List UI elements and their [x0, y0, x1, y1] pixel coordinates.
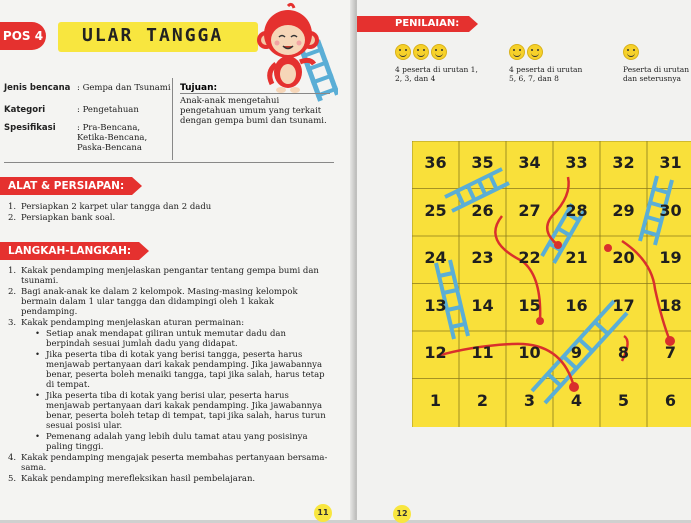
board-cell-number: 10 — [518, 343, 541, 362]
board-cell-number: 5 — [617, 390, 630, 410]
item-number: 1. — [8, 202, 17, 212]
rating-text — [509, 65, 582, 83]
board-cell-number: 36 — [424, 153, 447, 172]
smiley-icon — [413, 44, 429, 60]
rule-item: • Jika peserta tiba di kotak yang berisi ular, peserta harus menjawab pertanyaan dari kakak pendamping. Jika jawabannya benar, peserta boleh tetap di tempat, tapi jika salah, harus turun sesuai posisi ular. — [8, 391, 328, 431]
board-cell-number: 2 — [476, 390, 489, 410]
item-text: Persiapkan 2 karpet ular tangga dan 2 dadu — [21, 202, 212, 212]
board-cell-number: 34 — [518, 153, 541, 172]
smiley-icon — [623, 44, 639, 60]
rule-item: • Pemenang adalah yang lebih dulu tamat atau yang posisinya paling tinggi. — [8, 432, 328, 452]
tujuan-heading: Tujuan: — [180, 83, 218, 93]
rule-item: • Setiap anak mendapat giliran untuk memutar dadu dan berpindah sesuai jumlah dadu yang didapat. — [8, 329, 328, 349]
board-cell-number: 23 — [471, 248, 494, 267]
rating-line: Peserta di urutan — [623, 65, 690, 74]
pos-badge: POS 4 — [0, 22, 46, 50]
item-number: 3. — [8, 318, 17, 328]
alat-list — [8, 202, 328, 224]
item-text: Kakak pendamping mengajak peserta membahas pertanyaan bersama-sama. — [21, 453, 328, 473]
info-value: : Gempa dan Tsunami — [77, 83, 171, 93]
rating-line: 4 peserta di urutan 1, — [395, 65, 478, 74]
board-cell-number: 26 — [471, 200, 494, 220]
board-drawing — [412, 141, 691, 427]
list-item — [8, 213, 328, 223]
list-item — [8, 474, 328, 484]
list-item — [8, 202, 328, 212]
rating-line: 4 peserta di urutan — [509, 65, 583, 74]
info-value: : Pengetahuan — [77, 105, 139, 115]
rating-line: 5, 6, 7, dan 8 — [509, 74, 559, 83]
info-key: Kategori — [4, 105, 46, 115]
board-cell-number: 25 — [424, 200, 447, 220]
item-text: Persiapkan bank soal. — [21, 213, 116, 223]
item-text: Kakak pendamping menjelaskan pengantar tentang gempa bumi dan tsunami. — [21, 266, 319, 286]
alat-heading: ALAT & PERSIAPAN: — [0, 177, 132, 195]
board-cell-number: 31 — [659, 153, 682, 172]
board-cell-number: 22 — [518, 248, 541, 267]
page-number: 12 — [393, 505, 411, 523]
rating-text — [623, 65, 691, 83]
penilaian-heading: PENILAIAN: — [357, 16, 469, 32]
board-cell-number: 32 — [612, 153, 635, 172]
board-cell-number: 4 — [570, 390, 583, 410]
smiley-icon — [527, 44, 543, 60]
board-cell-number: 15 — [518, 295, 541, 315]
info-value: : Pra-Bencana, Ketika-Bencana, Paska-Bencana — [77, 123, 148, 153]
rating-text — [395, 65, 478, 83]
item-text: Kakak pendamping merefleksikan hasil pembelajaran. — [21, 474, 256, 484]
item-text: Kakak pendamping menjelaskan aturan permainan: — [21, 318, 245, 328]
page-title: ULAR TANGGA — [82, 25, 224, 46]
smiley-icon — [431, 44, 447, 60]
board-cell-number: 21 — [565, 248, 588, 267]
board-cell-number: 11 — [471, 343, 494, 362]
langkah-heading: LANGKAH-LANGKAH: — [0, 242, 139, 260]
board-cell-number: 13 — [424, 295, 447, 315]
steps-list — [8, 266, 328, 485]
board-cell-number: 16 — [565, 295, 588, 315]
board-cell-number: 33 — [565, 153, 588, 172]
item-number: 2. — [8, 213, 17, 223]
board-cell-number: 28 — [565, 200, 588, 220]
info-key: Jenis bencana — [4, 83, 71, 93]
list-item — [8, 453, 328, 473]
item-number: 4. — [8, 453, 17, 463]
info-key: Spesifikasi — [4, 123, 56, 133]
board-cell-number: 24 — [424, 248, 447, 267]
rating-line: 2, 3, dan 4 — [395, 74, 436, 83]
list-item — [8, 266, 328, 286]
board-cell-number: 18 — [659, 295, 682, 315]
smiley-icon — [395, 44, 411, 60]
board-cell-number: 12 — [424, 343, 447, 362]
board-cell-number: 14 — [471, 295, 494, 315]
board-cell-number: 7 — [664, 343, 677, 362]
board-cell-number: 1 — [429, 390, 442, 410]
list-item — [8, 287, 328, 317]
board-cell-number: 17 — [612, 295, 635, 315]
board-cell-number: 20 — [612, 248, 635, 267]
rating-line: dan seterusnya — [623, 74, 682, 83]
info-table — [4, 83, 174, 163]
page-number: 11 — [314, 504, 332, 522]
board-cell-number: 29 — [612, 200, 635, 220]
tujuan-text: Anak-anak mengetahui pengetahuan umum yang terkait dengan gempa bumi dan tsunami. — [180, 96, 327, 126]
item-number: 2. — [8, 287, 17, 297]
item-number: 1. — [8, 266, 17, 276]
board-cell-number: 27 — [518, 200, 541, 220]
board-cell-number: 6 — [664, 390, 677, 410]
smiley-icon — [509, 44, 525, 60]
monkey-mascot-icon — [248, 2, 338, 102]
item-number: 5. — [8, 474, 17, 484]
board-cell-number: 9 — [570, 343, 583, 362]
info-divider — [172, 78, 173, 160]
tujuan-underline — [180, 93, 330, 94]
rule-item: • Jika peserta tiba di kotak yang berisi tangga, peserta harus menjawab pertanyaan dari kakak pendamping. Jika jawabannya benar, peserta boleh menaiki tangga, tapi jika salah, harus tetap di tempat. — [8, 350, 328, 390]
list-item — [8, 318, 328, 328]
board-cell-number: 3 — [523, 390, 536, 410]
board-cell-number: 30 — [659, 200, 682, 220]
board-cell-number: 8 — [617, 343, 630, 362]
section-divider — [4, 162, 334, 163]
item-text: Bagi anak-anak ke dalam 2 kelompok. Masing-masing kelompok bermain dalam 1 ular tangga dan didampingi oleh 1 kakak pendamping. — [21, 287, 298, 317]
board-cell-number: 19 — [659, 248, 682, 267]
board-cell-number: 35 — [471, 153, 494, 172]
